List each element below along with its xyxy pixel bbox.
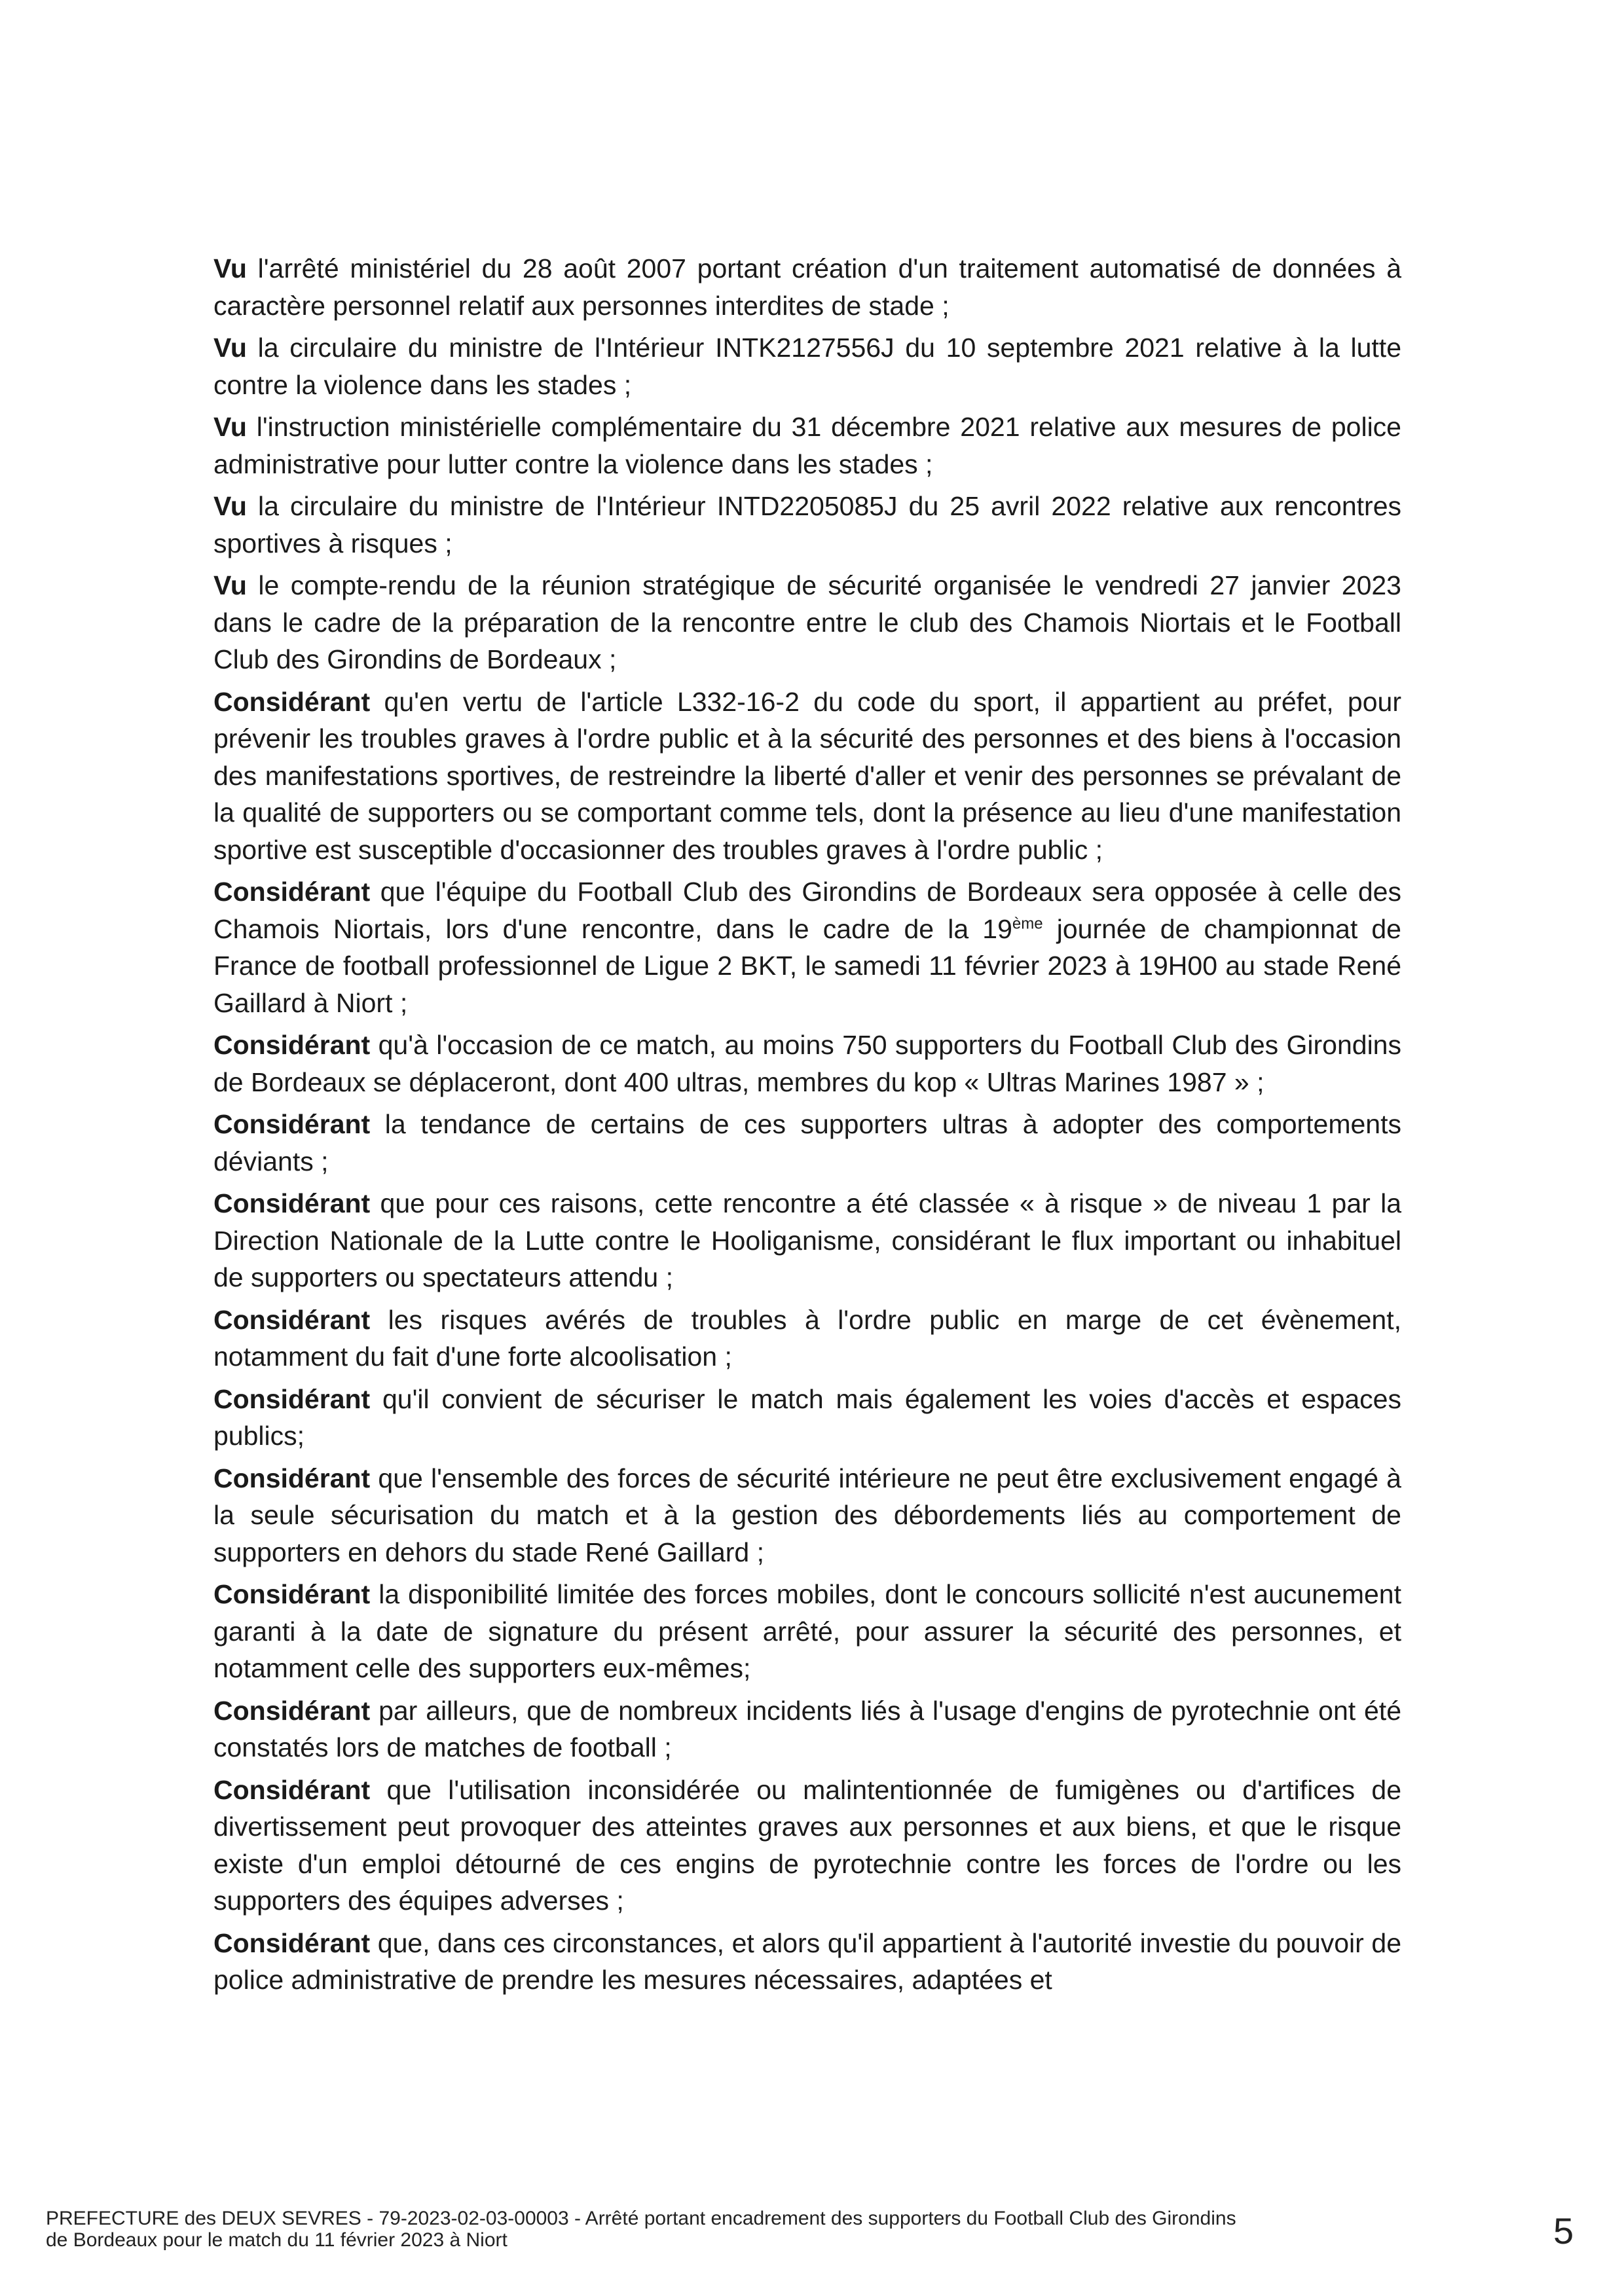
paragraph-text: qu'il convient de sécuriser le match mais également les voies d'accès et espaces publics; [213, 1383, 1401, 1451]
footer-line-1: PREFECTURE des DEUX SEVRES - 79-2023-02-03-00003 - Arrêté portant encadrement des supporters du Football Club des Girondins [46, 2208, 1236, 2229]
keyword: Considérant [213, 1304, 371, 1335]
footer-line-2: de Bordeaux pour le match du 11 février 2023 à Niort [46, 2229, 507, 2251]
paragraph-considerant-10 [213, 1692, 1401, 1766]
keyword: Vu [213, 253, 247, 283]
paragraph-vu-1 [213, 250, 1401, 324]
keyword: Considérant [213, 1188, 371, 1218]
paragraph-text: que, dans ces circonstances, et alors qu'il appartient à l'autorité investie du pouvoir de police administrative de prendre les mesures nécessaires, adaptées et [213, 1927, 1401, 1995]
document-footer [46, 2208, 1473, 2251]
document-body [213, 250, 1401, 2004]
paragraph-vu-2 [213, 329, 1401, 403]
paragraph-text: par ailleurs, que de nombreux incidents liés à l'usage d'engins de pyrotechnie ont été constatés lors de matches de football ; [213, 1695, 1401, 1762]
paragraph-considerant-9 [213, 1576, 1401, 1687]
paragraph-considerant-3 [213, 1027, 1401, 1101]
paragraph-text: que l'ensemble des forces de sécurité intérieure ne peut être exclusivement engagé à la seule sécurisation du match et à la gestion des débordements liés au comportement de supporters en dehors du stade René Gaillard ; [213, 1463, 1401, 1567]
paragraph-vu-4 [213, 488, 1401, 562]
keyword: Considérant [213, 877, 371, 907]
keyword: Considérant [213, 1774, 371, 1805]
paragraph-text: qu'à l'occasion de ce match, au moins 750 supporters du Football Club des Girondins de Bordeaux se déplaceront, dont 400 ultras, membres du kop « Ultras Marines 1987 » ; [213, 1030, 1401, 1097]
paragraph-text: l'arrêté ministériel du 28 août 2007 portant création d'un traitement automatisé de données à caractère personnel relatif aux personnes interdites de stade ; [213, 253, 1401, 321]
keyword: Vu [213, 491, 247, 521]
keyword: Considérant [213, 1695, 371, 1726]
paragraph-text: les risques avérés de troubles à l'ordre public en marge de cet évènement, notamment du fait d'une forte alcoolisation ; [213, 1304, 1401, 1372]
paragraph-considerant-4 [213, 1106, 1401, 1180]
paragraph-considerant-6 [213, 1302, 1401, 1376]
paragraph-considerant-1 [213, 683, 1401, 869]
paragraph-text: la disponibilité limitée des forces mobiles, dont le concours sollicité n'est aucunement garanti à la date de signature du présent arrêté, pour assurer la sécurité des personnes, et notamment celle des supporters eux-mêmes; [213, 1579, 1401, 1683]
ordinal-superscript: ème [1012, 914, 1043, 932]
paragraph-text: l'instruction ministérielle complémentaire du 31 décembre 2021 relative aux mesures de police administrative pour lutter contre la violence dans les stades ; [213, 412, 1401, 479]
paragraph-text: la circulaire du ministre de l'Intérieur INTD2205085J du 25 avril 2022 relative aux rencontres sportives à risques ; [213, 491, 1401, 558]
paragraph-considerant-2 [213, 873, 1401, 1021]
keyword: Considérant [213, 1463, 371, 1493]
keyword: Considérant [213, 686, 371, 717]
paragraph-text: la circulaire du ministre de l'Intérieur INTK2127556J du 10 septembre 2021 relative à la lutte contre la violence dans les stades ; [213, 333, 1401, 400]
paragraph-considerant-11 [213, 1772, 1401, 1920]
keyword: Considérant [213, 1383, 371, 1414]
paragraph-considerant-7 [213, 1381, 1401, 1455]
keyword: Vu [213, 570, 247, 600]
paragraph-text: que l'équipe du Football Club des Girondins de Bordeaux sera opposée à celle des Chamois Niortais, lors d'une rencontre, dans le cadre de la 19 [213, 877, 1401, 944]
keyword: Considérant [213, 1030, 371, 1060]
paragraph-text: la tendance de certains de ces supporters ultras à adopter des comportements déviants ; [213, 1109, 1401, 1176]
keyword: Considérant [213, 1109, 371, 1139]
keyword: Considérant [213, 1579, 371, 1609]
paragraph-text: que pour ces raisons, cette rencontre a été classée « à risque » de niveau 1 par la Direction Nationale de la Lutte contre le Hooliganisme, considérant le flux important ou inhabituel de supporters ou spectateurs attendu ; [213, 1188, 1401, 1292]
paragraph-vu-3 [213, 409, 1401, 483]
paragraph-text-continued: journée de championnat de France de football professionnel de Ligue 2 BKT, le samedi 11 février 2023 à 19H00 au stade René Gaillard à Niort ; [213, 913, 1401, 1018]
paragraph-vu-5 [213, 567, 1401, 678]
keyword: Considérant [213, 1927, 371, 1958]
page-number: 5 [1553, 2210, 1574, 2251]
paragraph-text: que l'utilisation inconsidérée ou malintentionnée de fumigènes ou d'artifices de divertissement peut provoquer des atteintes graves aux personnes et aux biens, et que le risque existe d'un emploi détourné de ces engins de pyrotechnie contre les forces de l'ordre ou les supporters des équipes adverses ; [213, 1774, 1401, 1916]
paragraph-considerant-5 [213, 1185, 1401, 1296]
paragraph-text: le compte-rendu de la réunion stratégique de sécurité organisée le vendredi 27 janvier 2023 dans le cadre de la préparation de la rencontre entre le club des Chamois Niortais et le Football Club des Girondins de Bordeaux ; [213, 570, 1401, 674]
keyword: Vu [213, 412, 247, 442]
paragraph-considerant-8 [213, 1460, 1401, 1571]
paragraph-text: qu'en vertu de l'article L332-16-2 du code du sport, il appartient au préfet, pour prévenir les troubles graves à l'ordre public et à la sécurité des personnes et des biens à l'occasion des manifestations sportives, de restreindre la liberté d'aller et venir des personnes se prévalant de la qualité de supporters ou se comportant comme tels, dont la présence au lieu d'une manifestation sportive est susceptible d'occasionner des troubles graves à l'ordre public ; [213, 686, 1401, 865]
keyword: Vu [213, 333, 247, 363]
paragraph-considerant-12 [213, 1925, 1401, 1999]
